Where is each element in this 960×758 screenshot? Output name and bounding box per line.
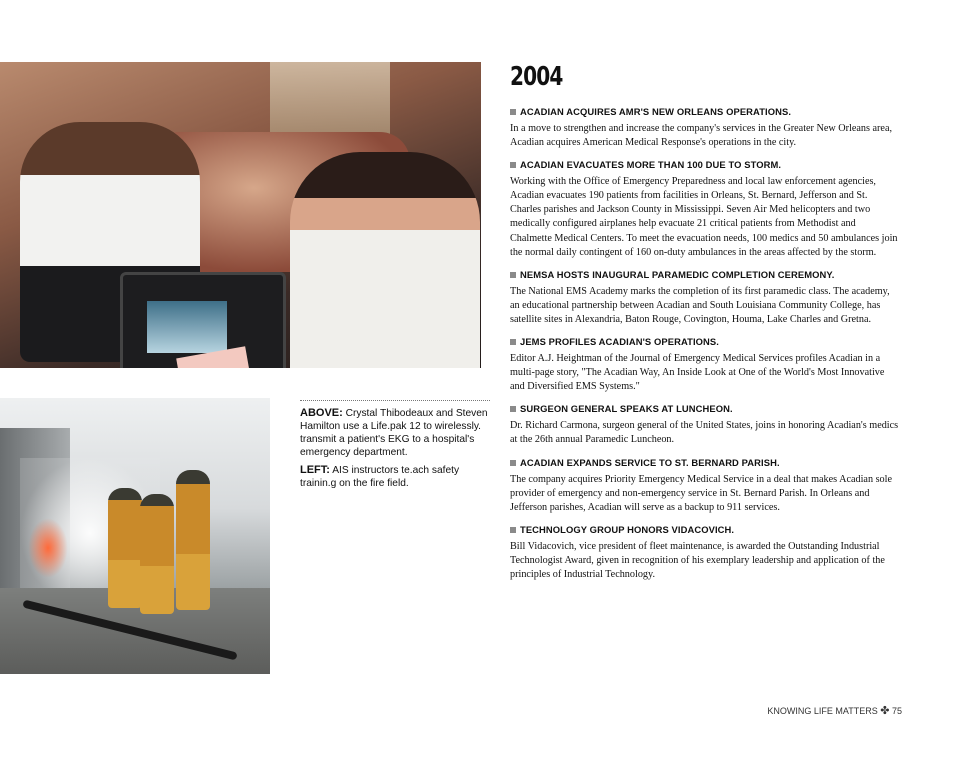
item-body: In a move to strengthen and increase the company's services in the Greater New Orleans area, Acadian acquires American Medical Response's operations in the city. bbox=[510, 123, 893, 149]
item-body: The company acquires Priority Emergency Medical Service in a deal that makes Acadian sole provider of emergency and non-emergency service in St. Bernard Parish. In Orleans and Jefferson parishes, Acadian will serve as a backup to 911 services. bbox=[510, 473, 892, 513]
item-body: The National EMS Academy marks the completion of its first paramedic class. The academy, an educational partnership between Acadian and South Louisiana Community College, has satellite sites in Alexandria, Baton Rouge, Covington, Houma, Lake Charles and Gretna. bbox=[510, 285, 890, 325]
photo-fire-training bbox=[0, 398, 270, 674]
bullet-square-icon bbox=[510, 339, 516, 345]
year-heading: 2004 bbox=[510, 62, 563, 92]
item-heading: ACADIAN EVACUATES MORE THAN 100 DUE TO STORM. bbox=[520, 159, 782, 171]
item-body: Bill Vidacovich, vice president of fleet maintenance, is awarded the Outstanding Industrial Technologist Award, given in recognition of his exemplary leadership and application of the principles of Industrial Technology. bbox=[510, 540, 885, 580]
timeline-item bbox=[510, 403, 900, 447]
caption-left-label: LEFT: bbox=[300, 464, 330, 476]
bullet-square-icon bbox=[510, 460, 516, 466]
caption-left-text: AIS instructors te.ach safety trainin.g on the fire field. bbox=[300, 465, 460, 489]
item-heading: JEMS PROFILES ACADIAN'S OPERATIONS. bbox=[520, 336, 719, 348]
page-number: 75 bbox=[891, 706, 902, 716]
bullet-square-icon bbox=[510, 406, 516, 412]
item-heading: NEMSA HOSTS INAUGURAL PARAMEDIC COMPLETION CEREMONY. bbox=[520, 268, 835, 280]
item-body: Working with the Office of Emergency Preparedness and local law enforcement agencies, Acadian evacuates 190 patients from facilities in Orleans, St. Bernard, Jefferson and St. Charles parishes and Jackson County in Mississippi. Seven Air Med helicopters and two medically configured airplanes help evacuate 21 critical patients from Methodist and Chalmette Medical Centers. To meet the evacuation needs, 100 medics and 50 ambulances join the normal daily contingent of 160 on-duty ambulances in the areas affected by the storm. bbox=[510, 176, 898, 258]
item-body: Editor A.J. Heightman of the Journal of Emergency Medical Services profiles Acadian in a multi-page story, "The Acadian Way, An Inside Look at One of the World's Most Innovative and Diversified EMS Systems." bbox=[510, 353, 885, 393]
caption-above-label: ABOVE: bbox=[300, 407, 343, 419]
timeline-content bbox=[510, 62, 900, 591]
timeline-item bbox=[510, 159, 900, 260]
footer-text: KNOWING LIFE MATTERS bbox=[767, 706, 878, 716]
timeline-item bbox=[510, 524, 900, 582]
bullet-square-icon bbox=[510, 272, 516, 278]
timeline-item bbox=[510, 457, 900, 515]
item-heading: TECHNOLOGY GROUP HONORS VIDACOVICH. bbox=[520, 523, 735, 535]
item-heading: ACADIAN EXPANDS SERVICE TO ST. BERNARD PARISH. bbox=[520, 456, 780, 468]
photo-paramedics-ekg bbox=[0, 62, 481, 368]
item-heading: SURGEON GENERAL SPEAKS AT LUNCHEON. bbox=[520, 403, 733, 415]
caption-above-text: Crystal Thibodeaux and Steven Hamilton use a Life.pak 12 to wirelessly. transmit a patient's EKG to a hospital's emergency department. bbox=[300, 408, 488, 458]
bullet-square-icon bbox=[510, 527, 516, 533]
bullet-square-icon bbox=[510, 109, 516, 115]
cross-icon: ✤ bbox=[880, 705, 890, 717]
page-footer bbox=[767, 704, 902, 717]
item-heading: ACADIAN ACQUIRES AMR'S NEW ORLEANS OPERATIONS. bbox=[520, 106, 792, 117]
item-body: Dr. Richard Carmona, surgeon general of the United States, joins in honoring Acadian's medics at the 26th annual Paramedic Luncheon. bbox=[510, 420, 899, 446]
timeline-item bbox=[510, 269, 900, 327]
photo-captions bbox=[300, 400, 490, 495]
caption-above bbox=[300, 407, 490, 459]
bullet-square-icon bbox=[510, 162, 516, 168]
caption-left bbox=[300, 464, 490, 490]
timeline-item bbox=[510, 106, 900, 150]
timeline-item bbox=[510, 336, 900, 394]
